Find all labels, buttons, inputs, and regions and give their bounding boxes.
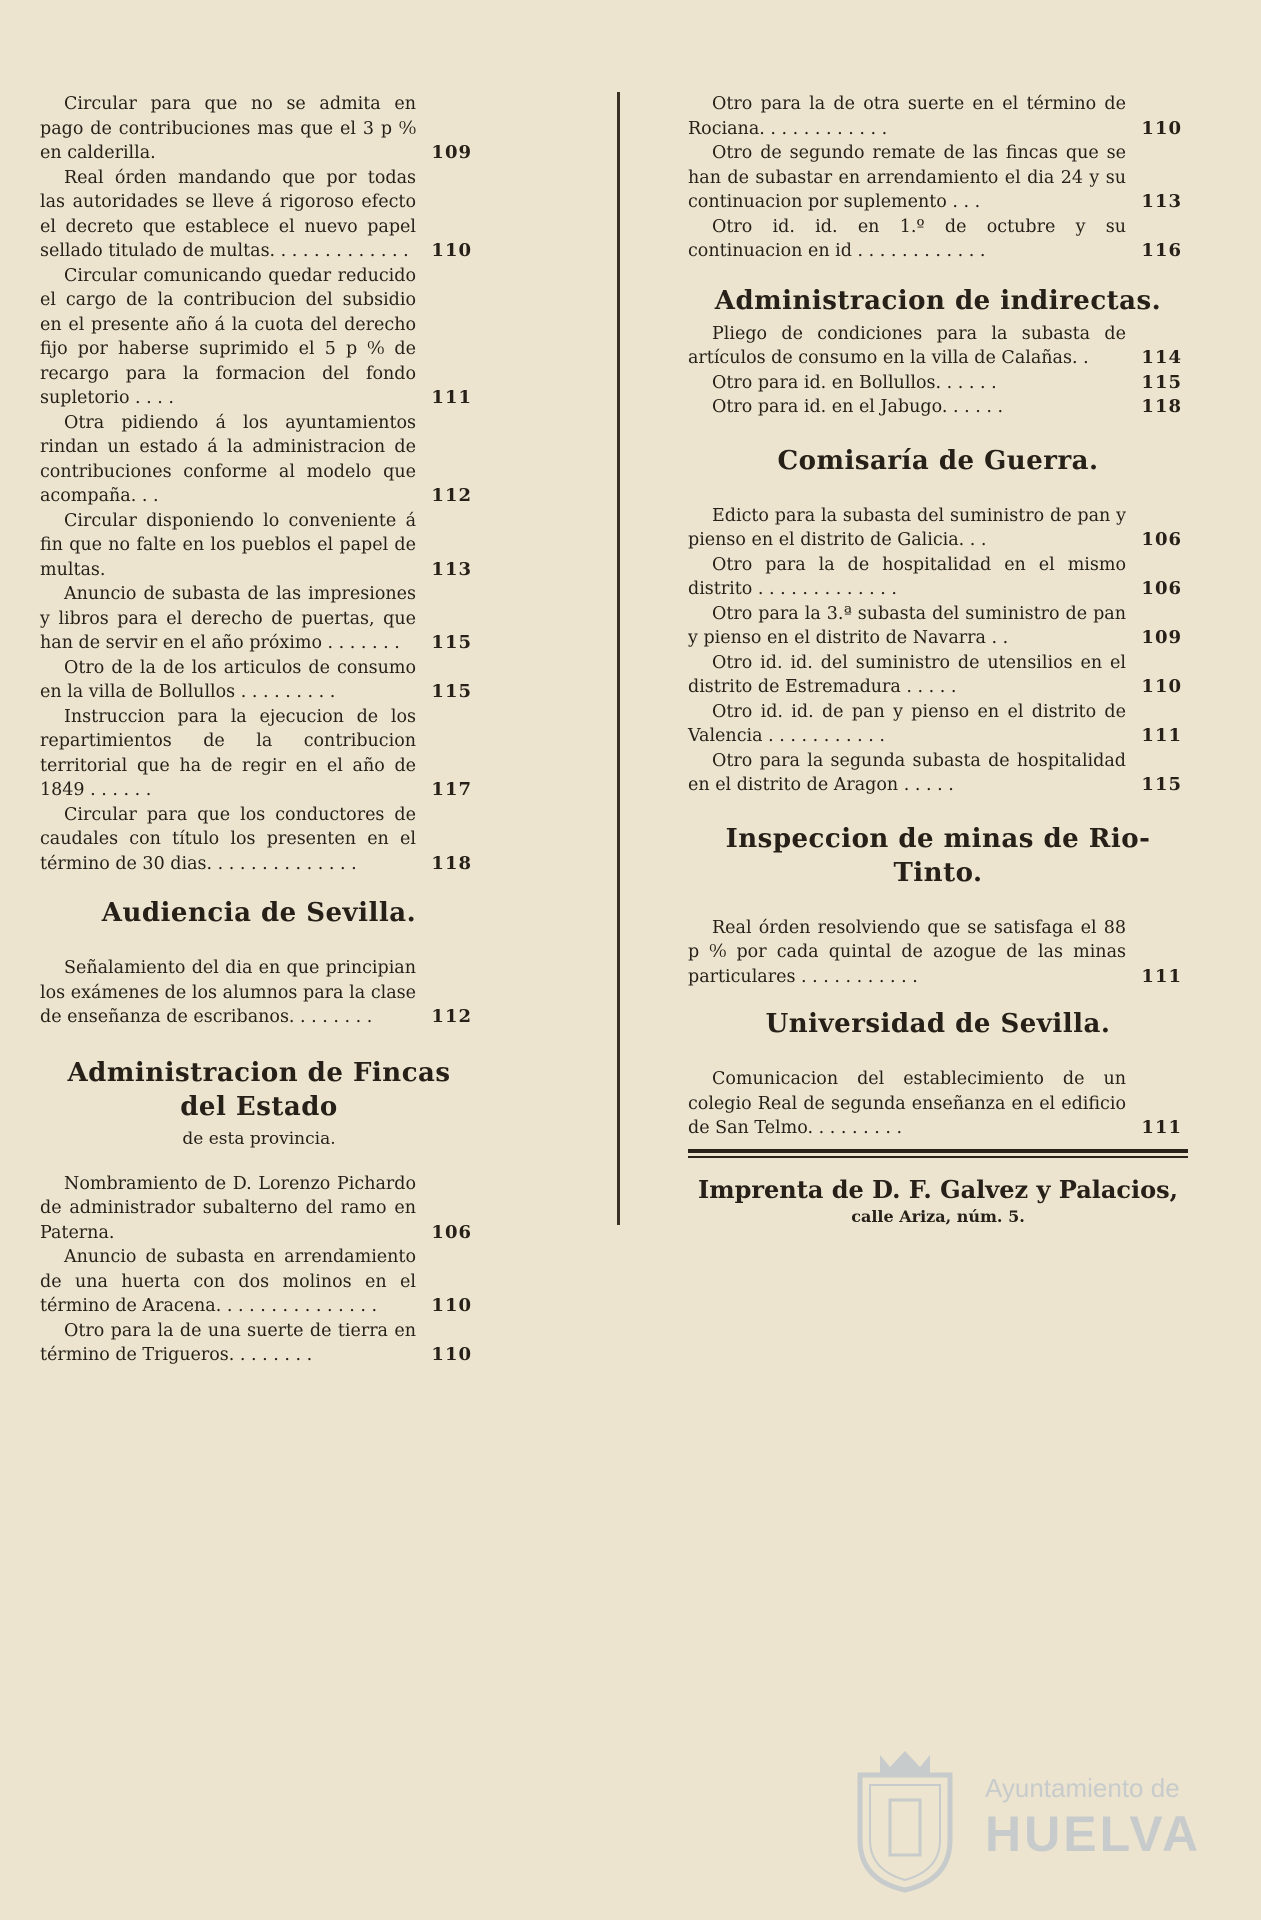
entry-page-number: 111 (1141, 1117, 1182, 1138)
entry-page-number: 110 (1141, 117, 1182, 139)
entry-page-number: 110 (431, 240, 472, 261)
entry-text: Nombramiento de D. Lorenzo Pichardo de administrador subalterno del ramo en Paterna. (40, 1173, 416, 1243)
entry-text: Otro para id. en Bollullos. . . . . . (712, 372, 997, 393)
index-entry (40, 1245, 478, 1319)
entry-page-number: 106 (431, 1221, 472, 1243)
index-entry (40, 92, 478, 166)
entry-page-number: 115 (1141, 371, 1182, 393)
index-entry (688, 916, 1188, 990)
entry-text: Anuncio de subasta de las impresiones y libros para el derecho de puertas, que han de servir en el año próximo . . . . . . . (40, 584, 416, 653)
index-entry (40, 956, 478, 1030)
index-entry (40, 1172, 478, 1246)
entry-text: Otro id. id. en 1.º de octubre y su continuacion en id . . . . . . . . . . . . (688, 216, 1126, 261)
entry-text: Real órden mandando que por todas las autoridades se lleve á rigoroso efecto el decreto que establece el nuevo papel sellado titulado de multas. . . . . . . . . . . . . (40, 167, 416, 261)
entry-page-number: 110 (431, 1295, 472, 1316)
entry-text: Otro para la de una suerte de tierra en término de Trigueros. . . . . . . . (40, 1320, 416, 1365)
index-entry (688, 553, 1188, 602)
entry-page-number: 111 (1141, 965, 1182, 987)
right-entries-group-3 (688, 504, 1188, 798)
entry-page-number: 118 (431, 852, 472, 874)
index-entry (40, 582, 478, 656)
entry-page-number: 110 (431, 1344, 472, 1365)
index-entry (40, 166, 478, 264)
index-entry (688, 651, 1188, 700)
index-entry (688, 141, 1188, 215)
index-entry (40, 656, 478, 705)
entry-page-number: 106 (1141, 529, 1182, 550)
watermark-line-2: HUELVA (985, 1806, 1202, 1862)
heading-administracion-indirectas: Administracion de indirectas. (714, 285, 1162, 316)
column-divider (617, 92, 620, 1225)
right-entries-group-1 (688, 92, 1188, 264)
entry-text: Circular disponiendo lo conveniente á fin que no falte en los pueblos el papel de multas. (40, 510, 416, 580)
index-entry (40, 705, 478, 803)
entry-page-number: 111 (431, 387, 472, 408)
entry-text: Anuncio de subasta en arrendamiento de una huerta con dos molinos en el término de Aracena. . . . . . . . . . . . . . . (40, 1247, 416, 1316)
watermark-line-1: Ayuntamiento de (985, 1773, 1180, 1803)
entry-text: Otro para la 3.ª subasta del suministro de pan y pienso en el distrito de Navarra . . (688, 603, 1126, 648)
index-entry (688, 92, 1188, 141)
right-entries-group-2 (688, 322, 1188, 420)
heading-comisaria-guerra: Comisaría de Guerra. (777, 445, 1099, 476)
subheading-provincia: de esta provincia. (182, 1128, 336, 1149)
heading-universidad-sevilla: Universidad de Sevilla. (765, 1009, 1111, 1039)
index-entry (688, 1067, 1188, 1141)
entry-text: Instruccion para la ejecucion de los repartimientos de la contribucion territorial que ha de regir en el año de 1849 . . . . . . (40, 706, 416, 800)
imprint-address: calle Ariza, núm. 5. (851, 1206, 1025, 1226)
heading-audiencia-sevilla: Audiencia de Sevilla. (101, 898, 417, 928)
entry-text: Otra pidiendo á los ayuntamientos rindan un estado á la administracion de contribuciones conforme al modelo que acompaña. . . (40, 412, 416, 506)
index-entry (688, 322, 1188, 371)
index-entry (688, 700, 1188, 749)
entry-page-number: 115 (431, 681, 472, 702)
index-entry (688, 395, 1188, 420)
entry-page-number: 110 (1141, 676, 1182, 697)
entry-text: Circular para que no se admita en pago de contribuciones mas que el 3 p ⁰⁄₀ en calderilla. (40, 94, 416, 163)
imprint-line: Imprenta de D. F. Galvez y Palacios, (697, 1174, 1179, 1204)
left-entries-group-1 (40, 92, 478, 876)
entry-text: Pliego de condiciones para la subasta de artículos de consumo en la villa de Calañas. . (688, 323, 1126, 368)
entry-page-number: 115 (1141, 774, 1182, 795)
entry-page-number: 115 (431, 632, 472, 653)
entry-page-number: 106 (1141, 578, 1182, 599)
entry-text: Comunicacion del establecimiento de un colegio Real de segunda enseñanza en el edificio de San Telmo. . . . . . . . . (688, 1069, 1126, 1138)
entry-page-number: 112 (431, 1006, 472, 1027)
entry-page-number: 116 (1141, 240, 1182, 261)
entry-text: Otro id. id. del suministro de utensilios en el distrito de Estremadura . . . . . (688, 652, 1126, 697)
imprint-rule-thick (688, 1149, 1188, 1153)
left-entries-group-3 (40, 1172, 478, 1368)
index-entry (40, 264, 478, 411)
imprint-rule-thin (688, 1156, 1188, 1158)
index-entry (688, 504, 1188, 553)
entry-page-number: 113 (1141, 191, 1182, 212)
entry-text: Otro id. id. de pan y pienso en el distrito de Valencia . . . . . . . . . . . (688, 701, 1126, 746)
entry-text: Edicto para la subasta del suministro de pan y pienso en el distrito de Galicia. . . (688, 505, 1126, 550)
entry-text: Otro de la de los articulos de consumo en la villa de Bollullos . . . . . . . . . (40, 657, 416, 702)
right-entries-group-5 (688, 1067, 1188, 1141)
heading-inspeccion-minas: Inspeccion de minas de Rio-Tinto. (725, 823, 1151, 888)
entry-page-number: 111 (1141, 725, 1182, 746)
left-column (40, 92, 478, 1368)
entry-page-number: 109 (431, 142, 472, 163)
index-entry (40, 803, 478, 877)
index-entry (688, 749, 1188, 798)
entry-text: Otro para la de otra suerte en el término de Rociana. . . . . . . . . . . . (688, 94, 1126, 139)
entry-text: Otro para la de hospitalidad en el mismo distrito . . . . . . . . . . . . . (688, 554, 1126, 599)
entry-page-number: 112 (431, 485, 472, 506)
right-entries-group-4 (688, 916, 1188, 990)
index-entry (40, 1319, 478, 1368)
index-entry (688, 371, 1188, 396)
left-entries-group-2 (40, 956, 478, 1030)
entry-text: Circular comunicando quedar reducido el cargo de la contribucion del subsidio en el presente año á la cuota del derecho fijo por haberse suprimido el 5 p ⁰⁄₀ de recargo para la formacion del fondo supletorio . . . . (40, 265, 416, 408)
entry-text: Señalamiento del dia en que principian los exámenes de los alumnos para la clase de enseñanza de escribanos. . . . . . . . (40, 958, 416, 1027)
entry-page-number: 113 (431, 558, 472, 580)
entry-page-number: 118 (1141, 396, 1182, 417)
entry-text: Otro para id. en el Jabugo. . . . . . (712, 397, 1004, 417)
index-entry (40, 411, 478, 509)
watermark-logo (840, 1745, 1200, 1895)
index-entry (40, 509, 478, 583)
entry-page-number: 114 (1141, 347, 1182, 368)
right-column (688, 92, 1188, 1228)
index-entry (688, 602, 1188, 651)
entry-text: Otro para la segunda subasta de hospitalidad en el distrito de Aragon . . . . . (688, 750, 1126, 795)
entry-page-number: 109 (1141, 627, 1182, 648)
entry-text: Otro de segundo remate de las fincas que se han de subastar en arrendamiento el dia 24 y su continuacion por suplemento . . . (688, 143, 1126, 212)
entry-text: Circular para que los conductores de caudales con título los presenten en el término de 30 dias. . . . . . . . . . . . . . (40, 804, 416, 874)
index-entry (688, 215, 1188, 264)
huelva-coat-of-arms-icon (840, 1745, 970, 1895)
entry-page-number: 117 (431, 779, 472, 800)
entry-text: Real órden resolviendo que se satisfaga el 88 p ⁰⁄₀ por cada quintal de azogue de las minas particulares . . . . . . . . . . . (688, 917, 1126, 987)
heading-administracion-fincas: Administracion de Fincas del Estado (67, 1057, 451, 1122)
